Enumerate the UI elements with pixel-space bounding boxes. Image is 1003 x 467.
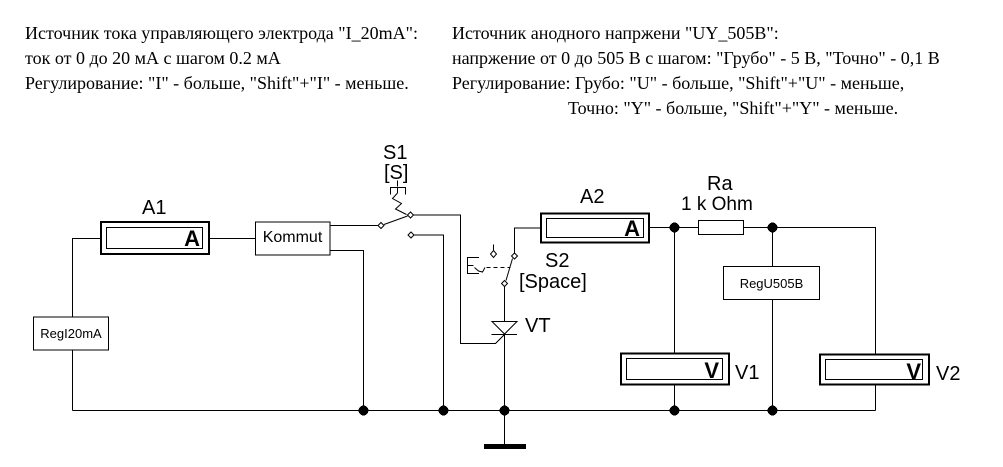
wire-s1-alt-to-bus xyxy=(414,235,444,411)
wire-s2-to-a2 xyxy=(515,228,542,254)
note-line: ток от 0 до 20 мА с шагом 0.2 мА xyxy=(25,48,281,68)
component-label: A1 xyxy=(142,197,167,219)
switch-press-arrowhead xyxy=(491,251,497,258)
switch-contact-top xyxy=(512,253,518,259)
meter-unit-letter: A xyxy=(184,226,200,251)
switch-actuator-spring xyxy=(475,268,486,273)
ammeter-a2 xyxy=(541,186,649,243)
switch-key-label: [Space] xyxy=(519,271,587,293)
switch-contact-bottom xyxy=(502,281,508,287)
junction-node1 xyxy=(670,223,680,233)
wire-s1-to-gate xyxy=(414,215,505,344)
component-label: S2 xyxy=(545,250,570,272)
voltmeter-v2 xyxy=(820,355,960,386)
component-label: VT xyxy=(525,315,551,337)
block-label: RegU505B xyxy=(739,276,804,291)
block-label: Kommut xyxy=(262,229,323,246)
component-label: S1 xyxy=(383,142,408,164)
meter-unit-letter: V xyxy=(704,358,719,383)
note-line: Регулирование: "I" - больше, "Shift"+"I" - меньше. xyxy=(25,73,409,93)
switch-s2[interactable] xyxy=(468,245,587,294)
switch-actuator-bracket xyxy=(468,258,480,274)
component-label: Ra xyxy=(707,173,733,195)
junction-bus-v1 xyxy=(670,406,680,416)
resistor-body xyxy=(699,221,744,235)
junction-bus-kommut xyxy=(359,406,369,416)
note-line: Точно: "Y" - больше, "Shift"+"Y" - меньше. xyxy=(568,98,899,118)
switch-contact-throw2 xyxy=(408,232,414,238)
ground-symbol xyxy=(484,411,526,450)
wire-a1-to-regi20ma xyxy=(73,239,101,318)
switch-contact-common xyxy=(378,223,384,229)
kommut-block xyxy=(256,222,331,255)
switch-actuator-spring xyxy=(393,193,407,215)
switch-key-label: [S] xyxy=(384,162,409,184)
ground-bar xyxy=(484,444,526,449)
switch-s1[interactable] xyxy=(378,142,414,238)
resistor-ra xyxy=(681,173,753,235)
note-line: Регулирование: Грубо: "U" - больше, "Shift"+"U" - меньше, xyxy=(452,73,905,93)
component-label: V2 xyxy=(936,363,961,385)
wire-kommut-to-bus xyxy=(330,251,364,411)
reg-current-block xyxy=(34,317,109,350)
reg-voltage-block xyxy=(724,267,820,300)
component-value: 1 k Ohm xyxy=(681,194,753,215)
component-label: A2 xyxy=(580,186,605,208)
component-label: V1 xyxy=(735,362,760,384)
switch-contact-throw1 xyxy=(408,212,414,218)
switch-blade xyxy=(506,259,513,281)
ammeter-a1 xyxy=(101,197,209,254)
junction-node2 xyxy=(768,223,778,233)
thyristor-vt xyxy=(492,315,551,411)
block-label: RegI20mA xyxy=(40,326,102,341)
voltmeter-v1 xyxy=(621,354,759,385)
junction-bus-s1 xyxy=(439,406,449,416)
thyristor-triangle xyxy=(492,322,517,335)
junction-bus-regu xyxy=(768,406,778,416)
note-line: напржение от 0 до 505 В с шагом: "Грубо" - 5 В, "Точно" - 0,1 В xyxy=(452,48,940,68)
note-line: Источник тока управляющего электрода "I_20mA": xyxy=(25,23,418,43)
meter-unit-letter: A xyxy=(624,216,640,241)
meter-unit-letter: V xyxy=(906,359,921,384)
switch-blade xyxy=(384,216,408,225)
note-line: Источник анодного напржени "UY_505B": xyxy=(452,23,779,43)
